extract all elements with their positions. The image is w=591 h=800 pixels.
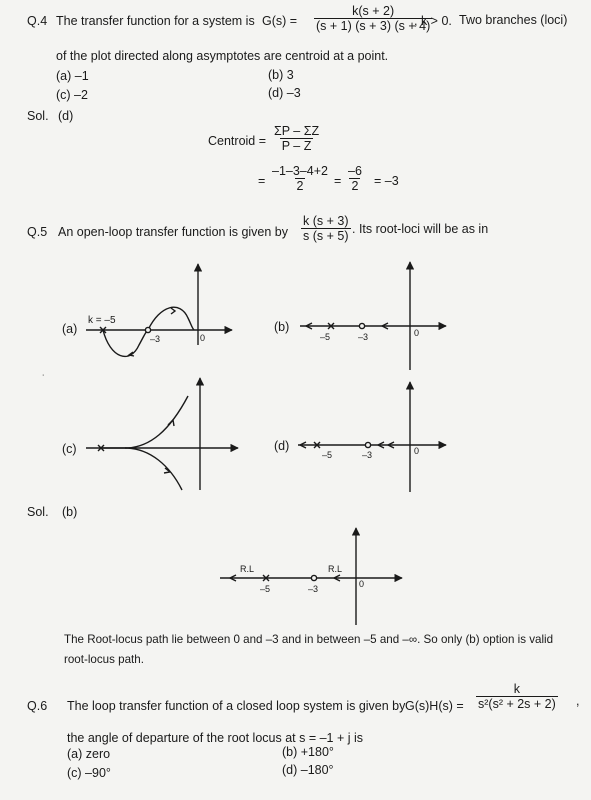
- plot-b-tick-m5: –5: [320, 332, 331, 342]
- plot-c-upper-branch: [100, 396, 188, 448]
- sol-plot-zero: [311, 575, 316, 580]
- q6-option-a: (a) zero: [67, 747, 111, 761]
- q5-number: Q.5: [27, 225, 48, 239]
- q6-comma: ,: [576, 694, 580, 708]
- q4-text-asymptotes: of the plot directed along asymptotes are centroid at a point.: [56, 49, 389, 63]
- q6-number: Q.6: [27, 699, 48, 713]
- q6-option-d: (d) –180°: [282, 763, 334, 777]
- q6-tf-denominator: s²(s² + 2s + 2): [478, 697, 556, 712]
- sol4-formula-denominator: P – Z: [281, 139, 312, 154]
- plot-d-tick-m3: –3: [362, 450, 373, 460]
- sol4-simp-numerator: –6: [348, 164, 362, 178]
- q5-tf-numerator: k (s + 3): [303, 214, 349, 228]
- plot-a-zero: [145, 327, 150, 332]
- plot-c: [86, 378, 238, 490]
- sol-plot-tick-m3: –3: [308, 584, 319, 594]
- plot-d-tick-m5: –5: [322, 450, 333, 460]
- q6-text-intro: The loop transfer function of a closed loop system is given by: [67, 699, 406, 713]
- plot-b: [300, 262, 446, 370]
- sol-plot-rl-left: R.L: [240, 564, 255, 574]
- q4-option-a: (a) –1: [56, 69, 89, 83]
- sol5-answer: (b): [62, 505, 78, 519]
- sol4-centroid-label: Centroid =: [208, 134, 267, 148]
- plot-c-arrow-2: [164, 468, 170, 473]
- sol4-simp-denominator: 2: [351, 179, 359, 194]
- sol4-sub-denominator: 2: [296, 179, 304, 194]
- sol4-answer: (d): [58, 109, 74, 123]
- sol4-formula-numerator: ΣP – ΣZ: [274, 124, 320, 138]
- sol-plot-tick-0: 0: [359, 579, 365, 589]
- q4-tf-denominator: (s + 1) (s + 3) (s + 4): [316, 19, 431, 34]
- plot-d-zero: [365, 442, 370, 447]
- q4-option-b: (b) 3: [268, 68, 294, 82]
- plot-a-k-label: k = –5: [88, 315, 116, 326]
- plot-c-lower-branch: [125, 448, 182, 490]
- plot-a-arrow-2: [171, 308, 175, 314]
- plot-d-tick-0: 0: [414, 446, 420, 456]
- plot-b-zero: [359, 323, 364, 328]
- sol4-label: Sol.: [27, 109, 49, 123]
- plot-c-label: (c): [62, 442, 77, 456]
- q6-tf-numerator: k: [513, 682, 521, 696]
- q4-text-branches: Two branches (loci): [459, 13, 568, 27]
- q5-text-intro: An open-loop transfer function is given by: [58, 225, 288, 239]
- plot-a-upper-lobe: [148, 307, 194, 330]
- q4-option-d: (d) –3: [268, 86, 301, 100]
- q5-tf-denominator: s (s + 5): [303, 229, 349, 244]
- plot-b-tick-0: 0: [414, 328, 420, 338]
- q4-tf-numerator: k(s + 2): [352, 4, 395, 18]
- sol-plot-rl-right: R.L: [328, 564, 343, 574]
- plot-solution: [220, 528, 402, 625]
- q6-option-c: (c) –90°: [67, 766, 111, 780]
- q5-text-rootloci: . Its root-loci will be as in: [352, 222, 489, 236]
- plot-d: [298, 382, 446, 492]
- q6-transfer-function: [476, 682, 558, 712]
- q4-condition: , k > 0.: [414, 14, 452, 28]
- plot-d-label: (d): [274, 439, 290, 453]
- q4-option-c: (c) –2: [56, 88, 88, 102]
- sol5-label: Sol.: [27, 505, 49, 519]
- sol4-equals: =: [258, 174, 266, 188]
- stray-mark: ˙: [42, 374, 46, 385]
- sol4-sub-numerator: –1–3–4+2: [272, 164, 328, 178]
- plot-b-label: (b): [274, 320, 290, 334]
- sol5-explanation-1: The Root-locus path lie between 0 and –3 and in between –5 and –∞. So only (b) option is valid: [64, 633, 554, 646]
- plot-b-tick-m3: –3: [358, 332, 369, 342]
- plot-a-tick-0: 0: [200, 333, 206, 343]
- plot-a-label: (a): [62, 322, 78, 336]
- plot-a-lower-lobe: [103, 330, 148, 356]
- sol4-result: = –3: [374, 174, 399, 188]
- q4-text-intro: The transfer function for a system is: [56, 14, 255, 28]
- q4-g-of-s: G(s) =: [262, 14, 298, 28]
- q6-gh: G(s)H(s) =: [405, 699, 464, 713]
- sol5-explanation-2: root-locus path.: [64, 653, 144, 666]
- plot-a-tick-m3: –3: [150, 334, 161, 344]
- sol4-equals-2: =: [334, 174, 342, 188]
- q6-text-departure: the angle of departure of the root locus at s = –1 + j is: [67, 731, 364, 745]
- sol-plot-tick-m5: –5: [260, 584, 271, 594]
- q4-number: Q.4: [27, 14, 48, 28]
- q6-option-b: (b) +180°: [282, 745, 334, 759]
